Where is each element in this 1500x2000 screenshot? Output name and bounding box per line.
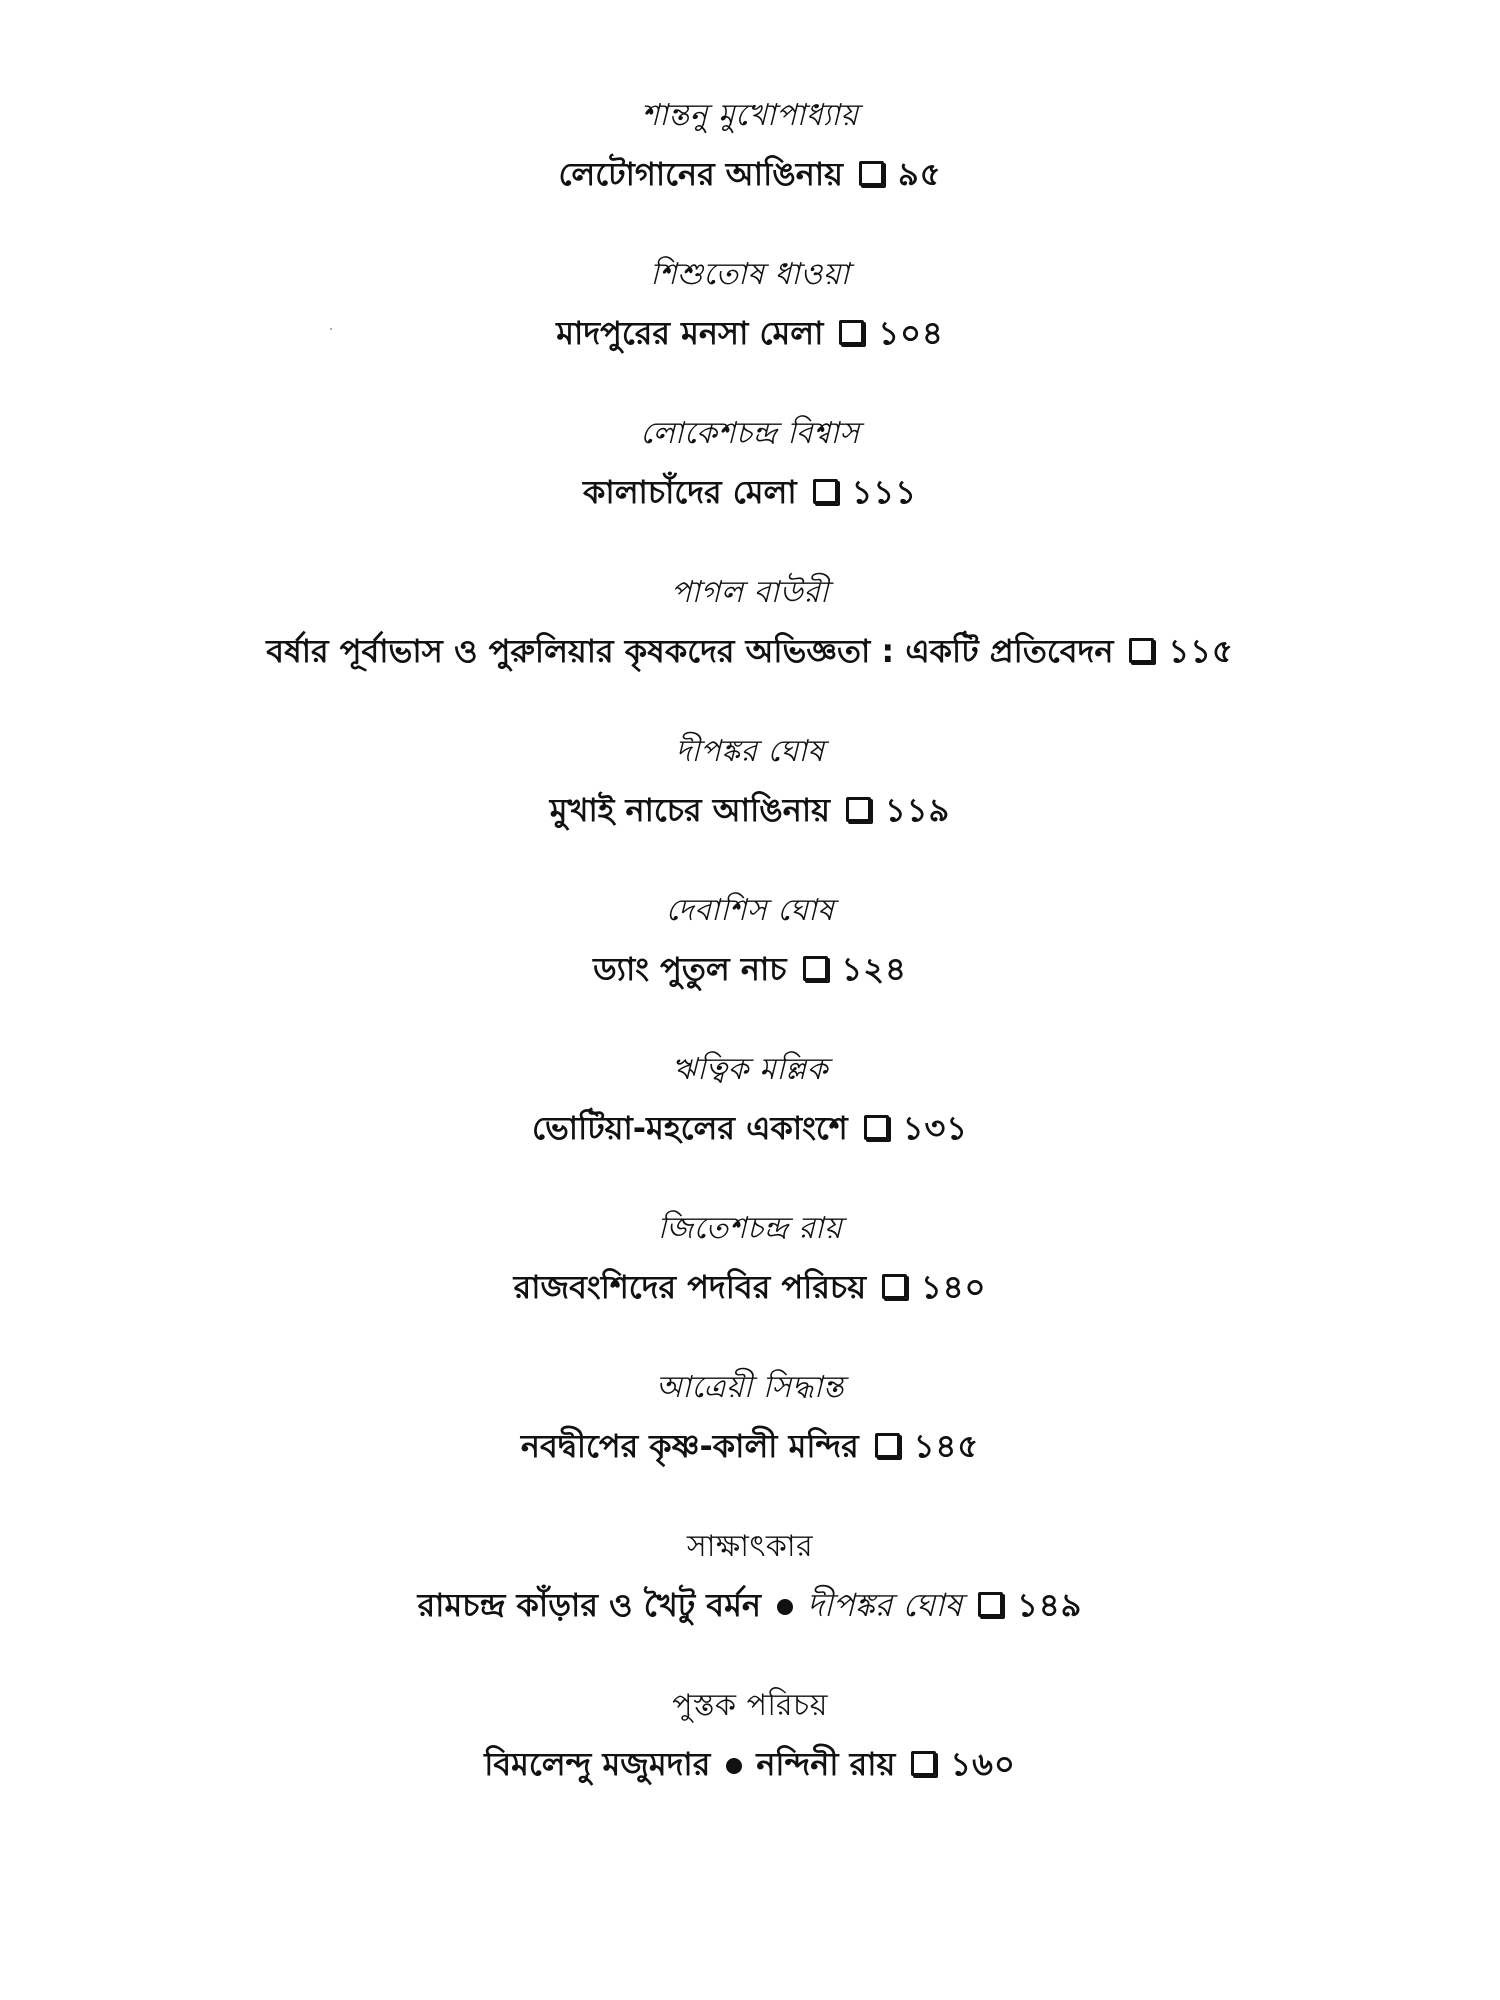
box-bullet-icon <box>875 1433 900 1458</box>
section-heading: পুস্তক পরিচয় <box>672 1688 828 1723</box>
box-bullet-icon <box>1129 638 1154 663</box>
entry-title-line[interactable] <box>0 788 1500 832</box>
entry-title: লেটোগানের আঙিনায় <box>558 155 843 193</box>
entry-title: রামচন্দ্র কাঁড়ার ও খৈটু বর্মন <box>417 1586 761 1624</box>
entry-author: দেবাশিস ঘোষ <box>665 893 835 928</box>
entry-title-line[interactable] <box>0 311 1500 355</box>
toc-entry-interview <box>0 1527 1500 1686</box>
entry-author: দীপঙ্কর ঘোষ <box>675 734 825 769</box>
box-bullet-icon <box>882 1274 907 1299</box>
entry-author: শান্তনু মুখোপাধ্যায় <box>641 98 859 133</box>
toc-entry <box>0 891 1500 1050</box>
entry-author: শিশুতোষ ধাওয়া <box>650 257 850 292</box>
entry-page-number: ১৩১ <box>902 1109 969 1147</box>
entry-author: ঋত্বিক মল্লিক <box>671 1052 829 1087</box>
table-of-contents <box>0 96 1500 1845</box>
box-bullet-icon <box>839 320 864 345</box>
entry-page-number: ১১৯ <box>884 791 951 829</box>
toc-entry-book-review <box>0 1686 1500 1845</box>
entry-page-number: ১২৪ <box>841 950 907 988</box>
entry-author: জিতেশচন্দ্র রায় <box>657 1211 843 1246</box>
entry-title: বিমলেন্দু মজুমদার <box>484 1745 711 1783</box>
toc-entry <box>0 1050 1500 1209</box>
entry-title-line[interactable] <box>0 1265 1500 1309</box>
entry-title: মুখাই নাচের আঙিনায় <box>549 791 830 829</box>
entry-title-line[interactable] <box>0 152 1500 196</box>
entry-page-number: ১০৪ <box>878 314 944 352</box>
entry-page-number: ৯৫ <box>898 155 942 193</box>
entry-title: ড্যাং পুতুল নাচ <box>593 950 787 988</box>
entry-page-number: ১৪০ <box>921 1268 987 1306</box>
toc-entry <box>0 732 1500 891</box>
toc-entry <box>0 1209 1500 1368</box>
entry-title: কালাচাঁদের মেলা <box>583 473 797 511</box>
entry-title-line[interactable] <box>0 1742 1500 1786</box>
box-bullet-icon <box>803 956 828 981</box>
entry-title-line[interactable] <box>0 1424 1500 1468</box>
entry-author: পাগল বাউরী <box>671 575 829 610</box>
toc-entry <box>0 573 1500 732</box>
box-bullet-icon <box>911 1751 936 1776</box>
entry-page-number: ১১১ <box>851 473 917 511</box>
entry-title: ভোটিয়া-মহলের একাংশে <box>531 1109 848 1147</box>
box-bullet-icon <box>864 1115 889 1140</box>
section-heading: সাক্ষাৎকার <box>686 1529 814 1564</box>
entry-author: দীপঙ্কর ঘোষ <box>806 1586 963 1624</box>
entry-title-line[interactable] <box>0 1106 1500 1150</box>
entry-title: রাজবংশিদের পদবির পরিচয় <box>513 1268 867 1306</box>
toc-entry <box>0 414 1500 573</box>
entry-author: নন্দিনী রায় <box>756 1745 896 1783</box>
entry-title: নবদ্বীপের কৃষ্ণ-কালী মন্দির <box>520 1427 859 1465</box>
entry-author: আত্রেয়ী সিদ্ধান্ত <box>655 1370 845 1405</box>
entry-title: মাদপুরের মনসা মেলা <box>556 314 824 352</box>
dot-separator-icon <box>777 1599 793 1615</box>
box-bullet-icon <box>978 1592 1003 1617</box>
toc-entry <box>0 1368 1500 1527</box>
entry-page-number: ১৬০ <box>950 1745 1016 1783</box>
toc-entry <box>0 255 1500 414</box>
entry-page-number: ১৪৫ <box>913 1427 980 1465</box>
box-bullet-icon <box>813 479 838 504</box>
entry-title: বর্ষার পূর্বাভাস ও পুরুলিয়ার কৃষকদের অভিজ্ঞতা : একটি প্রতিবেদন <box>266 632 1114 670</box>
entry-page-number: ১১৫ <box>1168 632 1234 670</box>
entry-title-line[interactable] <box>0 629 1500 673</box>
entry-author: লোকেশচন্দ্র বিশ্বাস <box>640 416 860 451</box>
entry-title-line[interactable] <box>0 1583 1500 1627</box>
entry-title-line[interactable] <box>0 470 1500 514</box>
box-bullet-icon <box>859 161 884 186</box>
dot-separator-icon <box>726 1758 742 1774</box>
toc-entry <box>0 96 1500 255</box>
box-bullet-icon <box>846 797 871 822</box>
entry-title-line[interactable] <box>0 947 1500 991</box>
entry-page-number: ১৪৯ <box>1017 1586 1083 1624</box>
